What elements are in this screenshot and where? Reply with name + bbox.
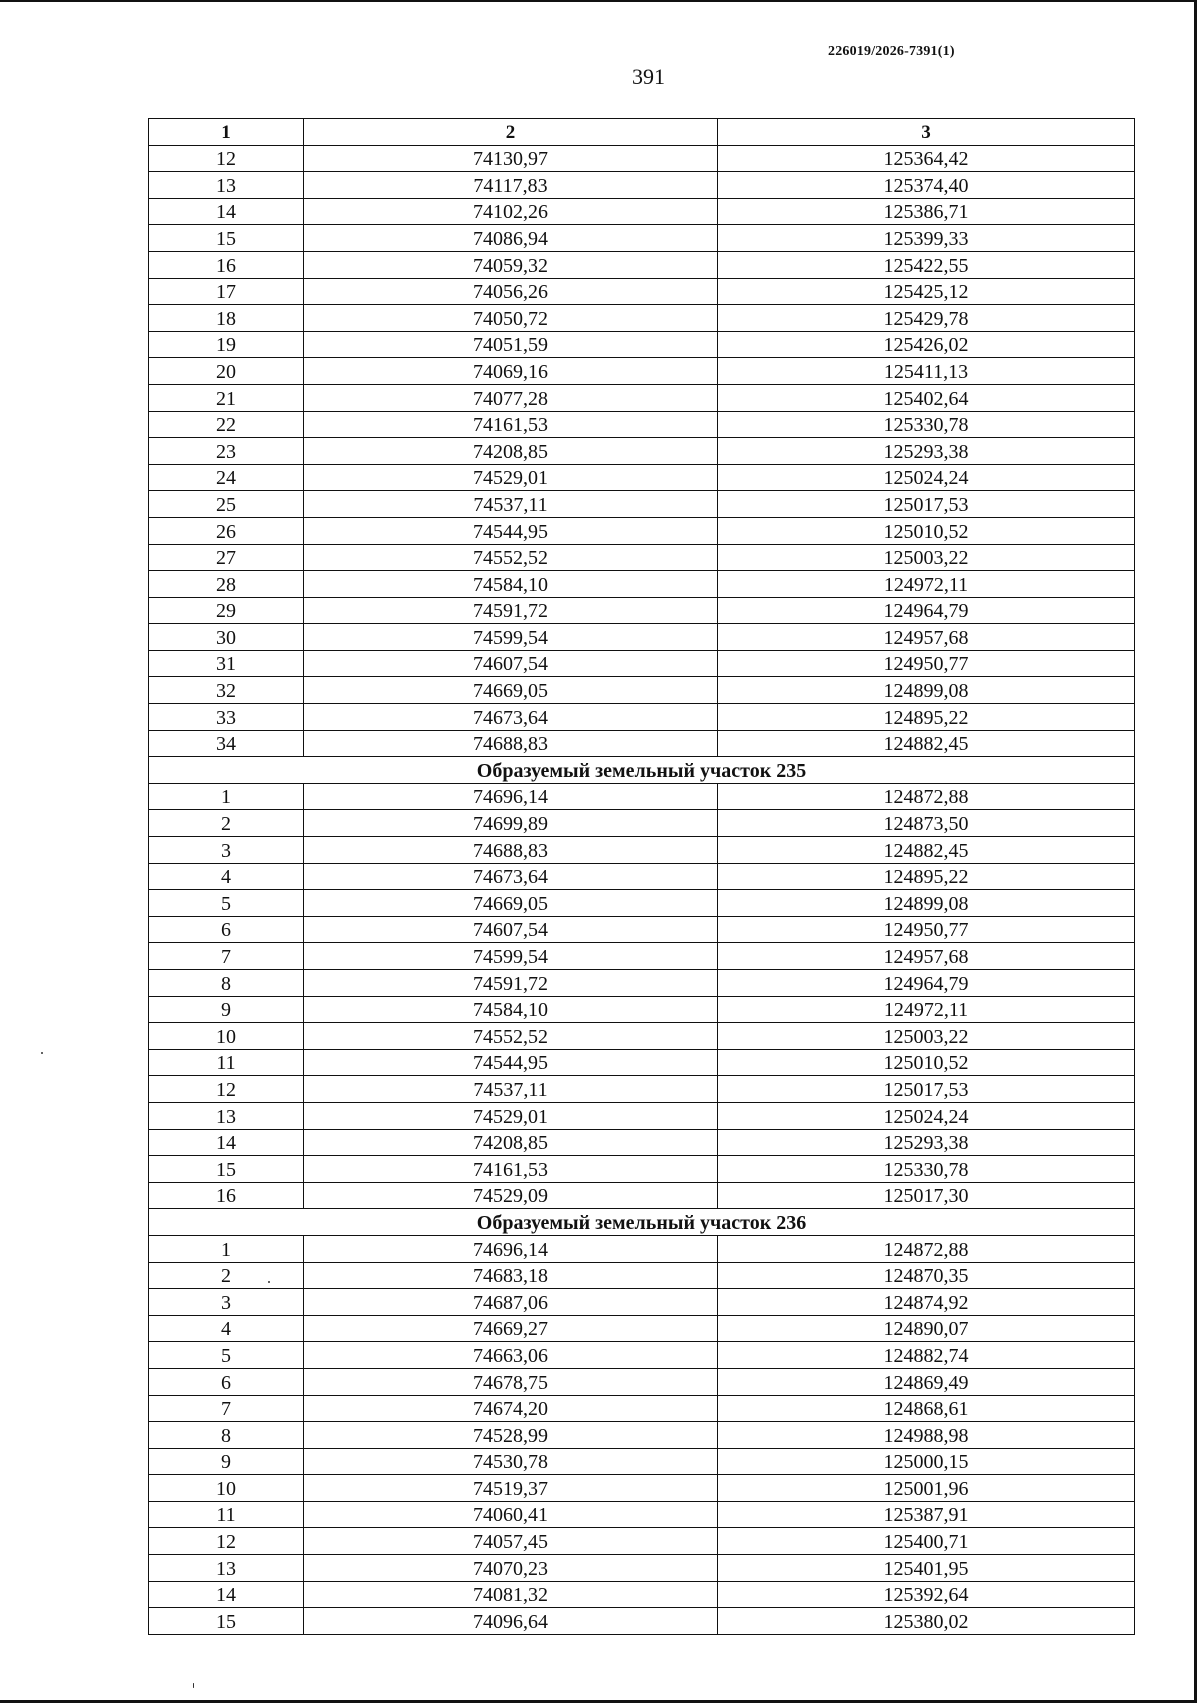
table-row [149, 172, 1135, 199]
y-coordinate-cell: 124895,22 [718, 863, 1135, 890]
table-row [149, 1422, 1135, 1449]
y-coordinate-cell: 124957,68 [718, 624, 1135, 651]
x-coordinate-cell: 74584,10 [304, 996, 718, 1023]
y-coordinate-cell: 124950,77 [718, 916, 1135, 943]
point-number-cell: 13 [149, 172, 304, 199]
point-number-cell: 7 [149, 1395, 304, 1422]
table-row [149, 278, 1135, 305]
y-coordinate-cell: 124890,07 [718, 1315, 1135, 1342]
x-coordinate-cell: 74050,72 [304, 305, 718, 332]
y-coordinate-cell: 124870,35 [718, 1262, 1135, 1289]
point-number-cell: 8 [149, 970, 304, 997]
x-coordinate-cell: 74669,05 [304, 890, 718, 917]
x-coordinate-cell: 74673,64 [304, 704, 718, 731]
table-row [149, 1102, 1135, 1129]
y-coordinate-cell: 125399,33 [718, 225, 1135, 252]
x-coordinate-cell: 74530,78 [304, 1448, 718, 1475]
point-number-cell: 16 [149, 251, 304, 278]
table-row [149, 544, 1135, 571]
y-coordinate-cell: 124899,08 [718, 677, 1135, 704]
point-number-cell: 21 [149, 384, 304, 411]
x-coordinate-cell: 74591,72 [304, 970, 718, 997]
table-row [149, 1156, 1135, 1183]
y-coordinate-cell: 125010,52 [718, 517, 1135, 544]
x-coordinate-cell: 74696,14 [304, 783, 718, 810]
table-row [149, 411, 1135, 438]
x-coordinate-cell: 74674,20 [304, 1395, 718, 1422]
table-row [149, 1129, 1135, 1156]
x-coordinate-cell: 74687,06 [304, 1289, 718, 1316]
table-row [149, 1528, 1135, 1555]
x-coordinate-cell: 74077,28 [304, 384, 718, 411]
x-coordinate-cell: 74544,95 [304, 1049, 718, 1076]
table-row [149, 1076, 1135, 1103]
table-row [149, 624, 1135, 651]
y-coordinate-cell: 125024,24 [718, 1102, 1135, 1129]
table-row [149, 996, 1135, 1023]
point-number-cell: 24 [149, 464, 304, 491]
y-coordinate-cell: 124872,88 [718, 783, 1135, 810]
x-coordinate-cell: 74544,95 [304, 517, 718, 544]
table-row [149, 704, 1135, 731]
point-number-cell: 4 [149, 1315, 304, 1342]
y-coordinate-cell: 124964,79 [718, 970, 1135, 997]
table-row [149, 491, 1135, 518]
point-number-cell: 11 [149, 1501, 304, 1528]
column-header: 2 [304, 119, 718, 146]
point-number-cell: 13 [149, 1555, 304, 1582]
x-coordinate-cell: 74696,14 [304, 1235, 718, 1262]
x-coordinate-cell: 74130,97 [304, 145, 718, 172]
y-coordinate-cell: 125429,78 [718, 305, 1135, 332]
point-number-cell: 6 [149, 916, 304, 943]
table-row [149, 943, 1135, 970]
y-coordinate-cell: 125426,02 [718, 331, 1135, 358]
table-row [149, 916, 1135, 943]
x-coordinate-cell: 74519,37 [304, 1475, 718, 1502]
point-number-cell: 1 [149, 783, 304, 810]
y-coordinate-cell: 124964,79 [718, 597, 1135, 624]
x-coordinate-cell: 74102,26 [304, 198, 718, 225]
table-row [149, 438, 1135, 465]
x-coordinate-cell: 74117,83 [304, 172, 718, 199]
point-number-cell: 27 [149, 544, 304, 571]
y-coordinate-cell: 124882,45 [718, 837, 1135, 864]
x-coordinate-cell: 74537,11 [304, 1076, 718, 1103]
table-row [149, 1182, 1135, 1209]
table-row [149, 783, 1135, 810]
y-coordinate-cell: 125400,71 [718, 1528, 1135, 1555]
y-coordinate-cell: 124972,11 [718, 996, 1135, 1023]
y-coordinate-cell: 125017,53 [718, 491, 1135, 518]
point-number-cell: 9 [149, 996, 304, 1023]
point-number-cell: 23 [149, 438, 304, 465]
x-coordinate-cell: 74529,01 [304, 464, 718, 491]
y-coordinate-cell: 124899,08 [718, 890, 1135, 917]
point-number-cell: 10 [149, 1475, 304, 1502]
point-number-cell: 14 [149, 1581, 304, 1608]
y-coordinate-cell: 124895,22 [718, 704, 1135, 731]
table-row [149, 1395, 1135, 1422]
y-coordinate-cell: 124988,98 [718, 1422, 1135, 1449]
table-row [149, 1342, 1135, 1369]
x-coordinate-cell: 74070,23 [304, 1555, 718, 1582]
table-row [149, 517, 1135, 544]
y-coordinate-cell: 125364,42 [718, 145, 1135, 172]
point-number-cell: 31 [149, 650, 304, 677]
table-row [149, 305, 1135, 332]
x-coordinate-cell: 74699,89 [304, 810, 718, 837]
x-coordinate-cell: 74161,53 [304, 411, 718, 438]
x-coordinate-cell: 74599,54 [304, 943, 718, 970]
x-coordinate-cell: 74688,83 [304, 837, 718, 864]
x-coordinate-cell: 74688,83 [304, 730, 718, 757]
point-number-cell: 33 [149, 704, 304, 731]
y-coordinate-cell: 125003,22 [718, 1023, 1135, 1050]
table-row [149, 1555, 1135, 1582]
point-number-cell: 2 [149, 1262, 304, 1289]
y-coordinate-cell: 124869,49 [718, 1368, 1135, 1395]
x-coordinate-cell: 74591,72 [304, 597, 718, 624]
x-coordinate-cell: 74059,32 [304, 251, 718, 278]
point-number-cell: 13 [149, 1102, 304, 1129]
point-number-cell: 6 [149, 1368, 304, 1395]
point-number-cell: 7 [149, 943, 304, 970]
y-coordinate-cell: 125010,52 [718, 1049, 1135, 1076]
table-row [149, 1475, 1135, 1502]
point-number-cell: 30 [149, 624, 304, 651]
table-row [149, 890, 1135, 917]
page-number: 391 [632, 64, 665, 89]
y-coordinate-cell: 125001,96 [718, 1475, 1135, 1502]
x-coordinate-cell: 74096,64 [304, 1608, 718, 1635]
table-row [149, 1289, 1135, 1316]
y-coordinate-cell: 125330,78 [718, 411, 1135, 438]
column-header: 1 [149, 119, 304, 146]
y-coordinate-cell: 125003,22 [718, 544, 1135, 571]
point-number-cell: 9 [149, 1448, 304, 1475]
table-row [149, 1581, 1135, 1608]
point-number-cell: 3 [149, 1289, 304, 1316]
x-coordinate-cell: 74069,16 [304, 358, 718, 385]
point-number-cell: 28 [149, 571, 304, 598]
point-number-cell: 19 [149, 331, 304, 358]
table-body [149, 145, 1135, 1634]
x-coordinate-cell: 74528,99 [304, 1422, 718, 1449]
table-row [149, 810, 1135, 837]
y-coordinate-cell: 125374,40 [718, 172, 1135, 199]
table-row [149, 331, 1135, 358]
x-coordinate-cell: 74607,54 [304, 916, 718, 943]
table-row [149, 1501, 1135, 1528]
point-number-cell: 16 [149, 1182, 304, 1209]
point-number-cell: 4 [149, 863, 304, 890]
y-coordinate-cell: 125401,95 [718, 1555, 1135, 1582]
y-coordinate-cell: 124882,45 [718, 730, 1135, 757]
x-coordinate-cell: 74683,18 [304, 1262, 718, 1289]
point-number-cell: 18 [149, 305, 304, 332]
point-number-cell: 15 [149, 1608, 304, 1635]
scan-speck [41, 1052, 43, 1054]
table-row [149, 1608, 1135, 1635]
x-coordinate-cell: 74599,54 [304, 624, 718, 651]
x-coordinate-cell: 74060,41 [304, 1501, 718, 1528]
y-coordinate-cell: 125392,64 [718, 1581, 1135, 1608]
table-row [149, 863, 1135, 890]
section-title-row [149, 757, 1135, 784]
x-coordinate-cell: 74051,59 [304, 331, 718, 358]
section-title-row [149, 1209, 1135, 1236]
point-number-cell: 12 [149, 1076, 304, 1103]
y-coordinate-cell: 125017,30 [718, 1182, 1135, 1209]
x-coordinate-cell: 74607,54 [304, 650, 718, 677]
point-number-cell: 1 [149, 1235, 304, 1262]
table-row [149, 358, 1135, 385]
point-number-cell: 20 [149, 358, 304, 385]
document-number: 226019/2026-7391(1) [828, 44, 955, 59]
point-number-cell: 15 [149, 225, 304, 252]
table-row [149, 145, 1135, 172]
y-coordinate-cell: 125017,53 [718, 1076, 1135, 1103]
y-coordinate-cell: 124882,74 [718, 1342, 1135, 1369]
table-row [149, 597, 1135, 624]
point-number-cell: 29 [149, 597, 304, 624]
y-coordinate-cell: 125402,64 [718, 384, 1135, 411]
y-coordinate-cell: 125386,71 [718, 198, 1135, 225]
x-coordinate-cell: 74669,27 [304, 1315, 718, 1342]
y-coordinate-cell: 125293,38 [718, 438, 1135, 465]
y-coordinate-cell: 124868,61 [718, 1395, 1135, 1422]
point-number-cell: 12 [149, 145, 304, 172]
y-coordinate-cell: 125293,38 [718, 1129, 1135, 1156]
point-number-cell: 5 [149, 890, 304, 917]
table-row [149, 1049, 1135, 1076]
point-number-cell: 14 [149, 1129, 304, 1156]
table-row [149, 1023, 1135, 1050]
table-row [149, 1262, 1135, 1289]
table-row [149, 198, 1135, 225]
table-row [149, 970, 1135, 997]
x-coordinate-cell: 74529,09 [304, 1182, 718, 1209]
point-number-cell: 32 [149, 677, 304, 704]
table-row [149, 677, 1135, 704]
x-coordinate-cell: 74208,85 [304, 438, 718, 465]
point-number-cell: 15 [149, 1156, 304, 1183]
x-coordinate-cell: 74086,94 [304, 225, 718, 252]
y-coordinate-cell: 124873,50 [718, 810, 1135, 837]
y-coordinate-cell: 125330,78 [718, 1156, 1135, 1183]
x-coordinate-cell: 74081,32 [304, 1581, 718, 1608]
y-coordinate-cell: 125024,24 [718, 464, 1135, 491]
point-number-cell: 17 [149, 278, 304, 305]
scan-speck [268, 1281, 270, 1283]
y-coordinate-cell: 125380,02 [718, 1608, 1135, 1635]
table-row [149, 251, 1135, 278]
point-number-cell: 10 [149, 1023, 304, 1050]
coordinates-table-container [148, 118, 1134, 1635]
table-row [149, 464, 1135, 491]
x-coordinate-cell: 74537,11 [304, 491, 718, 518]
point-number-cell: 5 [149, 1342, 304, 1369]
y-coordinate-cell: 125000,15 [718, 1448, 1135, 1475]
table-row [149, 650, 1135, 677]
y-coordinate-cell: 125425,12 [718, 278, 1135, 305]
table-row [149, 730, 1135, 757]
x-coordinate-cell: 74529,01 [304, 1102, 718, 1129]
table-row [149, 1315, 1135, 1342]
x-coordinate-cell: 74669,05 [304, 677, 718, 704]
point-number-cell: 3 [149, 837, 304, 864]
y-coordinate-cell: 124874,92 [718, 1289, 1135, 1316]
table-row [149, 384, 1135, 411]
y-coordinate-cell: 124957,68 [718, 943, 1135, 970]
x-coordinate-cell: 74663,06 [304, 1342, 718, 1369]
table-header-row [149, 119, 1135, 146]
x-coordinate-cell: 74673,64 [304, 863, 718, 890]
x-coordinate-cell: 74208,85 [304, 1129, 718, 1156]
y-coordinate-cell: 124972,11 [718, 571, 1135, 598]
point-number-cell: 22 [149, 411, 304, 438]
section-title: Образуемый земельный участок 236 [149, 1209, 1135, 1236]
x-coordinate-cell: 74552,52 [304, 544, 718, 571]
table-row [149, 571, 1135, 598]
table-row [149, 1368, 1135, 1395]
x-coordinate-cell: 74057,45 [304, 1528, 718, 1555]
y-coordinate-cell: 125422,55 [718, 251, 1135, 278]
table-row [149, 837, 1135, 864]
table-row [149, 1448, 1135, 1475]
x-coordinate-cell: 74056,26 [304, 278, 718, 305]
point-number-cell: 12 [149, 1528, 304, 1555]
table-row [149, 225, 1135, 252]
coordinates-table [148, 118, 1135, 1635]
point-number-cell: 25 [149, 491, 304, 518]
point-number-cell: 11 [149, 1049, 304, 1076]
y-coordinate-cell: 125411,13 [718, 358, 1135, 385]
y-coordinate-cell: 124872,88 [718, 1235, 1135, 1262]
x-coordinate-cell: 74552,52 [304, 1023, 718, 1050]
section-title: Образуемый земельный участок 235 [149, 757, 1135, 784]
x-coordinate-cell: 74678,75 [304, 1368, 718, 1395]
point-number-cell: 2 [149, 810, 304, 837]
point-number-cell: 14 [149, 198, 304, 225]
y-coordinate-cell: 125387,91 [718, 1501, 1135, 1528]
scan-speck [193, 1683, 194, 1688]
column-header: 3 [718, 119, 1135, 146]
x-coordinate-cell: 74161,53 [304, 1156, 718, 1183]
x-coordinate-cell: 74584,10 [304, 571, 718, 598]
table-row [149, 1235, 1135, 1262]
y-coordinate-cell: 124950,77 [718, 650, 1135, 677]
point-number-cell: 34 [149, 730, 304, 757]
point-number-cell: 8 [149, 1422, 304, 1449]
point-number-cell: 26 [149, 517, 304, 544]
